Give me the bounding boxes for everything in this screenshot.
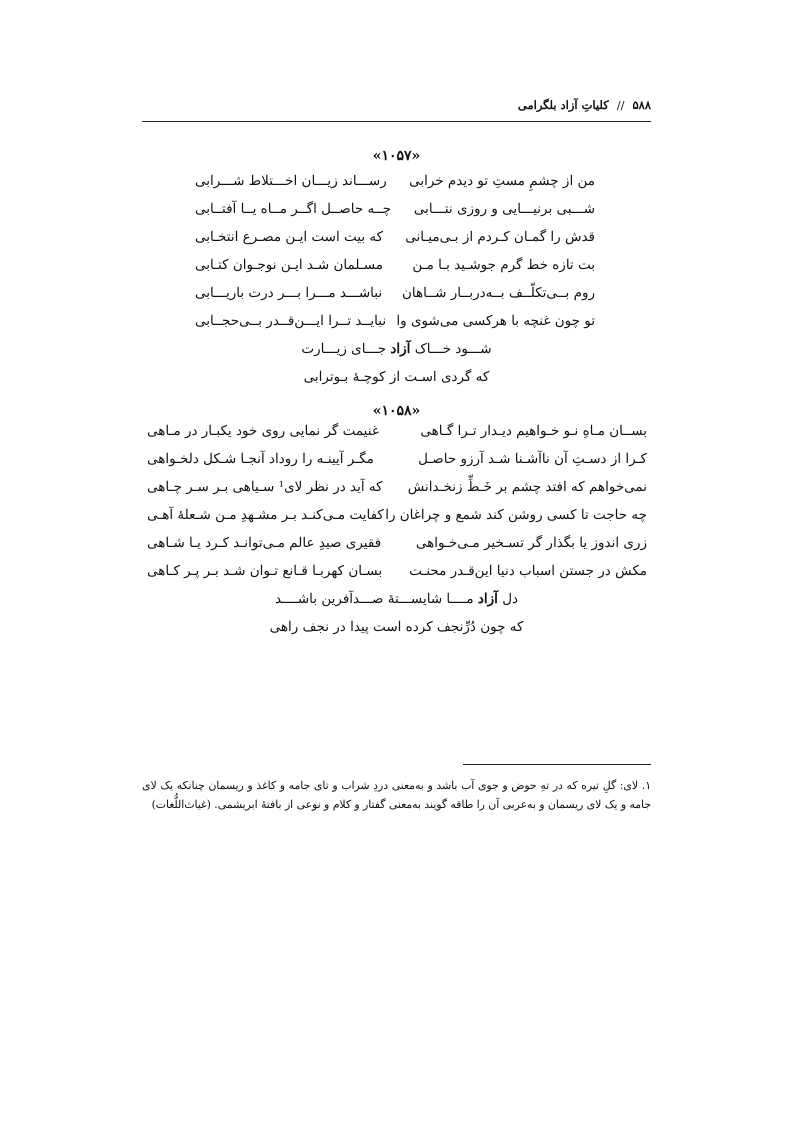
closing-line [0, 362, 793, 392]
couplet [195, 222, 595, 252]
closing-line [0, 334, 793, 364]
hemistich-left: فقیری صیدِ عالم مـی‌توانـد کـرد یـا شـاهی [147, 535, 382, 551]
hemistich-left: مسـلمان شـد ایـن نوجـوان کتـابی [195, 257, 384, 273]
couplet [195, 194, 595, 224]
hemistich-left: مگـر آیینـه را روداد آنجـا شـکل دلخـواهی [147, 451, 374, 467]
hemistich-left: کفایت مـی‌کنـد بـر مشـهدِ مـن شـعلهٔ آهـی [147, 507, 384, 523]
header-separator: // [616, 98, 625, 112]
closing-text: جـــای زیـــارت [301, 341, 391, 357]
couplet [147, 500, 647, 530]
closing-text: مــــا شایســـتهٔ صـــدآفرین باشــــد [274, 591, 478, 607]
page-number: ۵۸۸ [632, 98, 651, 112]
couplet [147, 556, 647, 586]
hemistich-right: کـرا از دسـتِ آن ناآشـنا شـد آرزو حاصـل [418, 451, 647, 467]
book-title: کلیاتِ آزاد بلگرامی [517, 98, 609, 112]
poet-name: آزاد [477, 591, 498, 607]
hemistich-right: قدش را گمـان کـردم از بـی‌میـانی [405, 229, 595, 245]
hemistich-left: نبایــد تــرا ایـــن‌قــدر بــی‌حجــابی [195, 313, 387, 329]
couplet [147, 416, 647, 446]
couplet [147, 528, 647, 558]
hemistich-right: تو چون غنچه با هرکسی می‌شوی وا [396, 313, 595, 329]
footnote-rule [463, 764, 651, 765]
closing-text: شـــود خـــاک [410, 341, 492, 357]
closing-text: دل [497, 591, 519, 607]
hemistich-right: شـــبی برنیـــایی و روزی نتـــابی [413, 201, 595, 217]
header-rule [142, 121, 651, 122]
hemistich-left: نباشـــد مـــرا بـــر درت باریـــابی [195, 285, 383, 301]
running-head [142, 98, 651, 120]
hemistich-right: من از چشمِ مستِ تو دیدم خرابی [409, 173, 595, 189]
couplet [195, 278, 595, 308]
hemistich-right: مکش در جستن اسباب دنیا این‌قـدر محنـت [409, 563, 647, 579]
couplet [195, 166, 595, 196]
hemistich-left: بسـان کهربـا قـانع تـوان شـد بـر پـر کـاهی [147, 563, 383, 579]
footnote: ۱. لای: گلِ تیره که در تهِ حوض و جوی آب باشد و به‌معنی دردِ شراب و تای جامه و کاغذ و ریسمان چنانکه یک لای جامه و یک لای ریسمان و به‌عربی آن را طاقه گویند به‌معنی گفتار و کلام و نوعی از بافتهٔ ابریشمی. (غیاث‌اللُّغات) [142, 779, 651, 811]
hemistich-left: رســـاند زیـــان اخـــتلاط شـــرابی [195, 173, 387, 189]
hemistich-left: غنیمت گر نمایی روی خود یکبـار در مـاهی [147, 423, 379, 439]
couplet [195, 306, 595, 336]
hemistich-right: نمی‌خواهم که افتد چشم بر خَـطِّ زنخـدانش [407, 479, 647, 495]
hemistich-right: بت تازه خط گرم جوشـید بـا مـن [412, 257, 595, 273]
poem-number: «۱۰۵۸» [372, 403, 421, 419]
closing-text: که گردی اسـت از کوچـهٔ بـوترابی [303, 369, 490, 385]
poet-name: آزاد [390, 341, 411, 357]
hemistich-right: روم بــی‌تکلّــف بــه‌دربــار شــاهان [402, 285, 595, 301]
hemistich-left: که آید در نظر لای¹ سـیاهی بـر سـر چـاهی [147, 479, 383, 495]
closing-line [0, 584, 793, 614]
hemistich-right: زری اندوز یا بگذار گر تسـخیر مـی‌خـواهی [415, 535, 647, 551]
couplet [147, 472, 647, 502]
closing-line [0, 612, 793, 642]
hemistich-right: چه حاجت تا کسی روشن کند شمع و چراغان را [385, 507, 647, 523]
couplet [147, 444, 647, 474]
hemistich-right: بســان مـاهِ نـو خـواهیم دیـدار تـرا گـاهی [420, 423, 647, 439]
poem-number: «۱۰۵۷» [372, 148, 421, 164]
hemistich-left: چــه حاصــل اگــر مــاه یــا آفتــابی [195, 201, 391, 217]
hemistich-left: که بیت است ایـن مصـرع انتخـابی [195, 229, 384, 245]
couplet [195, 250, 595, 280]
closing-text: که چون دُرِّنجف کرده است پیدا در نجف راهی [269, 619, 524, 635]
